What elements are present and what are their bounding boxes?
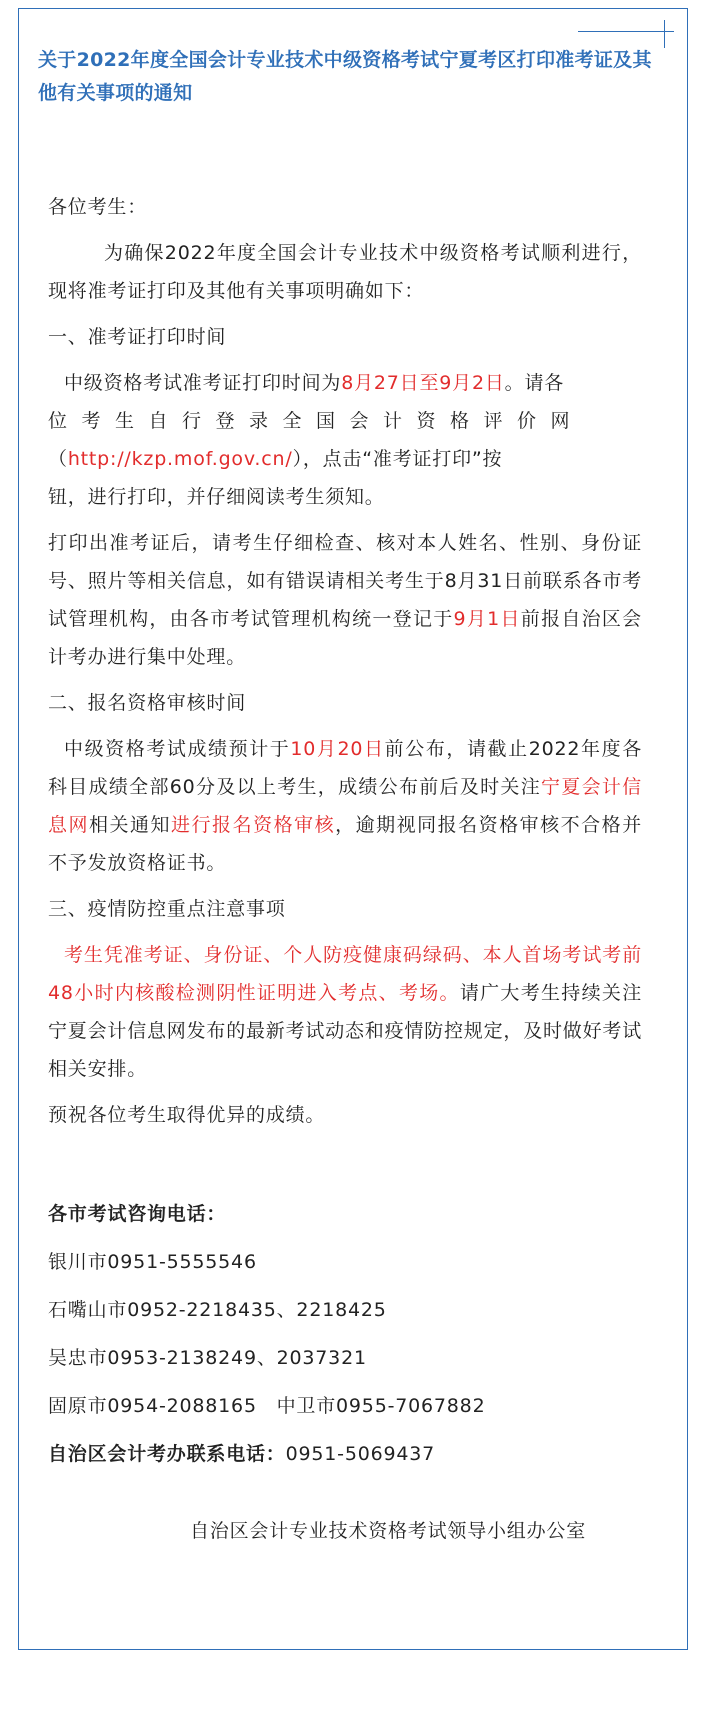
contact-guyuan-zhongwei: 固原市0954-2088165 中卫市0955-7067882	[48, 1395, 486, 1417]
section-heading-qualification: 二、报名资格审核时间	[48, 692, 247, 714]
print-time-line-2: 位考生自行登录全国会计资格评价网	[48, 410, 585, 432]
office-phone: 0951-5069437	[285, 1443, 436, 1465]
qualification-review-link[interactable]: 进行报名资格审核	[171, 814, 336, 836]
contact-yinchuan: 银川市0951-5555546	[48, 1251, 257, 1273]
kzp-link[interactable]: http://kzp.mof.gov.cn/	[67, 448, 293, 470]
print-time-line-4: 钮，进行打印，并仔细阅读考生须知。	[48, 486, 385, 508]
spacer	[48, 1142, 642, 1190]
corner-decoration-horizontal	[578, 31, 674, 32]
contact-shizuishan: 石嘴山市0952-2218435、2218425	[48, 1299, 387, 1321]
intro-paragraph: 为确保2022年度全国会计专业技术中级资格考试顺利进行，现将准考证打印及其他有关事项明确如下：	[48, 242, 642, 302]
epidemic-paragraph: 考生凭准考证、身份证、个人防疫健康码绿码、本人首场考试考前48小时内核酸检测阴性证明进入考点、考场。请广大考生持续关注宁夏会计信息网发布的最新考试动态和疫情防控规定，及时做好考试相关安排。	[48, 944, 643, 1080]
check-info-paragraph: 打印出准考证后，请考生仔细检查、核对本人姓名、性别、身份证号、照片等相关信息，如有错误请相关考生于8月31日前联系各市考试管理机构，由各市考试管理机构统一登记于9月1日前报自治区会计考办进行集中处理。	[48, 532, 642, 668]
signature: 自治区会计专业技术资格考试领导小组办公室	[190, 1520, 587, 1542]
print-time-paragraph	[48, 364, 642, 516]
notice-body	[48, 188, 642, 1564]
contact-office	[48, 1430, 642, 1478]
notice-title: 关于2022年度全国会计专业技术中级资格考试宁夏考区打印准考证及其他有关事项的通知	[38, 49, 652, 104]
contact-wuzhong: 吴忠市0953-2138249、2037321	[48, 1347, 367, 1369]
epidemic-requirements: 考生凭准考证、身份证、个人防疫健康码绿码、本人首场考试考前48小时内核酸检测阴性证明进入考点、考场。	[48, 944, 642, 1004]
print-date-range: 8月27日至9月2日	[341, 372, 505, 394]
print-time-line-1: 中级资格考试准考证打印时间为8月27日至9月2日。请各	[64, 372, 565, 394]
register-date: 9月1日	[453, 608, 521, 630]
closing-wish: 预祝各位考生取得优异的成绩。	[48, 1104, 326, 1126]
ningxia-accounting-site[interactable]: 宁夏会计信息网	[48, 776, 642, 836]
qualification-paragraph: 中级资格考试成绩预计于10月20日前公布，请截止2022年度各科目成绩全部60分及以上考生，成绩公布前后及时关注宁夏会计信息网相关通知进行报名资格审核，逾期视同报名资格审核不合格并不予发放资格证书。	[48, 738, 642, 874]
office-label: 自治区会计考办联系电话：	[48, 1443, 286, 1465]
print-time-line-3: （http://kzp.mof.gov.cn/），点击“准考证打印”按	[48, 448, 503, 470]
section-heading-epidemic: 三、疫情防控重点注意事项	[48, 898, 286, 920]
corner-decoration-vertical	[664, 20, 665, 48]
greeting: 各位考生：	[48, 196, 148, 218]
contacts-heading: 各市考试咨询电话：	[48, 1203, 227, 1225]
section-heading-print-time: 一、准考证打印时间	[48, 326, 227, 348]
score-date: 10月20日	[290, 738, 385, 760]
